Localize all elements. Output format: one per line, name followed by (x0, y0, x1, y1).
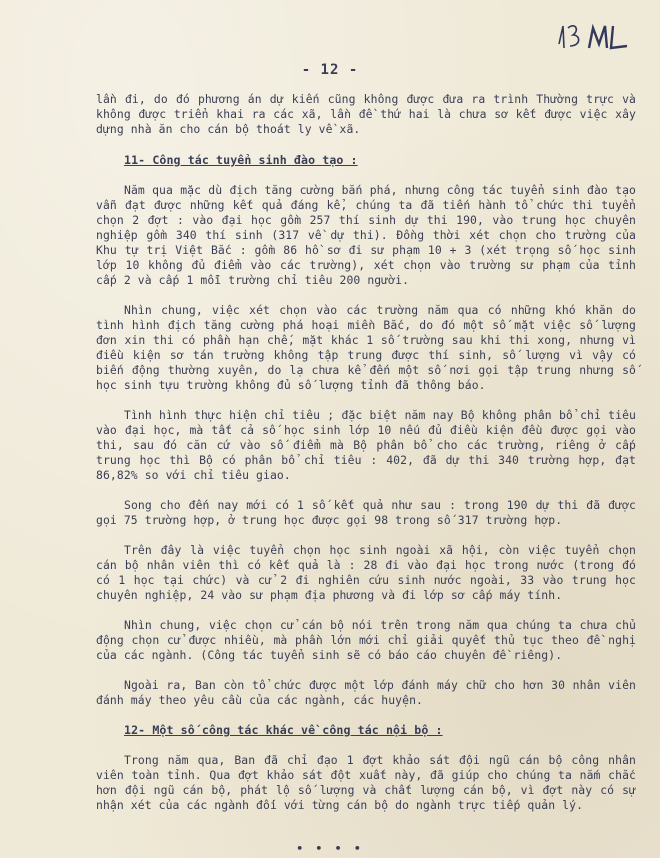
section-11-paragraph-6: Nhìn chung, việc chọn cử cán bộ nói trên trong năm qua chúng ta chưa chủ động chọn cử được nhiều, mà phần lớn mới chỉ giải quyết thủ tục theo đề nghị của các ngành. (Công tác tuyển sinh sẽ có báo cáo chuyên đề riêng). (96, 618, 636, 662)
section-12-title: 12- Một số công tác khác về công tác nội bộ : (124, 723, 443, 737)
handwritten-page-annotation (553, 14, 643, 62)
section-11-paragraph-2: Nhìn chung, việc xét chọn vào các trường năm qua có những khó khăn do tình hình địch tăng cường phá hoại miền Bắc, do đó một số mặt việc số lượng đơn xin thi có phần hạn chế, mặt khác 1 số trường sau khi thi xong, nhưng vì điều kiện sơ tán trường không tập trung được thí sinh, số lượng vì vậy có biến động thường xuyên, do lạ chưa kể đến một số nơi gọi tập trung nhưng số học sinh tựu trường không đủ số lượng tỉnh đã thông báo. (96, 303, 636, 392)
section-11-paragraph-4: Song cho đến nay mới có 1 số kết quả như sau : trong 190 dự thi đã được gọi 75 trường hợp, ở trung học được gọi 98 trong số 317 trường hợp. (96, 498, 636, 527)
document-body (96, 92, 636, 828)
section-11-paragraph-5: Trên đây là việc tuyển chọn học sinh ngoài xã hội, còn việc tuyển chọn cán bộ nhân viên thì có kết quả là : 28 đi vào đại học trong nước (trong đó có 1 học tại chức) và cử 2 đi nghiên cứu sinh nước ngoài, 33 vào trung học chuyên nghiệp, 24 vào sư phạm địa phương và đi lớp sơ cấp máy tính. (96, 543, 636, 602)
end-marks: • • • • (296, 842, 364, 855)
page-number: - 12 - (301, 62, 359, 78)
intro-paragraph: lần đi, do đó phương án dự kiến cũng không được đưa ra trình Thường trực và không được triển khai ra các xã, lần đề thứ hai là chưa sơ kết được việc xây dựng nhà ăn cho cán bộ thoát ly về xã. (96, 92, 636, 136)
section-12-paragraph-1: Trong năm qua, Ban đã chỉ đạo 1 đợt khảo sát đội ngũ cán bộ công nhân viên toàn tỉnh. Qua đợt khảo sát đột xuất này, đã giúp cho chúng ta nắm chắc hơn đội ngũ cán bộ, phát lộ số lượng và chất lượng cán bộ, vì đợt này có sự nhận xét của các ngành đối với từng cán bộ do ngành trực tiếp quản lý. (96, 753, 636, 812)
section-11-paragraph-3: Tình hình thực hiện chỉ tiêu ; đặc biệt năm nay Bộ không phân bổ chỉ tiêu vào đại học, mà tất cả số học sinh lớp 10 nếu đủ điều kiện đều được gọi vào thi, sau đó căn cứ vào số điểm mà Bộ phân bổ cho các trường, riêng ở cấp trung học thì Bộ có phân bổ chỉ tiêu : 402, đã dự thi 340 trường hợp, đạt 86,82% so với chỉ tiêu giao. (96, 408, 636, 482)
section-11-paragraph-7: Ngoài ra, Ban còn tổ chức được một lớp đánh máy chữ cho hơn 30 nhân viên đánh máy theo yêu cầu của các ngành, các huyện. (96, 678, 636, 707)
section-11-heading (124, 153, 636, 168)
section-12-heading (124, 723, 636, 738)
section-11-paragraph-1: Năm qua mặc dù địch tăng cường bắn phá, nhưng công tác tuyển sinh đào tạo vẫn đạt được những kết quả đáng kể, chúng ta đã tiến hành tổ chức thi tuyển chọn 2 đợt : vào đại học gồm 257 thí sinh dự thi 190, vào trung học chuyên nghiệp gồm 340 thí sinh (317 về dự thi). Đồng thời xét chọn cho trường của Khu tự trị Việt Bắc : gồm 86 hồ sơ đi sư phạm 10 + 3 (xét trọng số học sinh lớp 10 không đủ điểm vào các trường), xét chọn vào trường sư phạm của tỉnh cấp 2 và cấp 1 mỗi trường chỉ tiêu 200 người. (96, 183, 636, 287)
section-11-title: 11- Công tác tuyển sinh đào tạo : (124, 153, 358, 167)
